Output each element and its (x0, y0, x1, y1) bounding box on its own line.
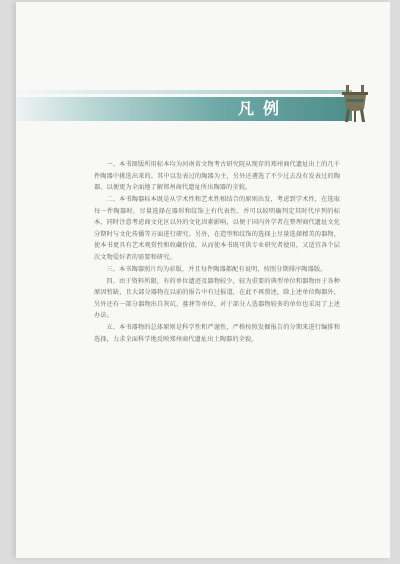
paragraph: 三、本书陶器照片均为彩版，并且每件陶器都配有说明，按照分期排序陶器版。 (106, 265, 327, 273)
book-page (16, 2, 390, 558)
paragraph: 二、本书陶器标本既是从学术性和艺术性相结合的原则出发，考虑到学术性，在选取每一件陶器时，尽量选择在器形和纹饰上有代表性、并可以较明确判定其时代序列的标本，同时注意考虑商文化区以外的文化因素影响，以便于国内外学者在整理商代遗址文化分期时与文化传播等方面进行研究。另外，在造型和纹饰的选择上尽量选择精美的器物，使本书更具有艺术观赏性和收藏价值，从而使本书既可供专业研究者使用，又适宜各个层次文物爱好者的需要和研究。 (94, 195, 340, 261)
bronze-ding-vessel-icon (338, 82, 372, 124)
paragraph: 五、本书器物的总体原则是科学性和严谨性，严格按照发掘报告的分期来进行编排和选择，力求全面科学地反映郑州商代遗址出土陶器的全貌。 (94, 324, 340, 343)
paragraph: 四、由于资料所限，有的单位遗迹及器物较少，较为重要的典型单位和器物由于各种原因暂缺，且大部分器物在以前的报告中有过报道，在此不再赘述，除上述单位陶器外，另外还有一部分器物出自灰坑、墓葬等单位，对于部分人选器物较多的单位也采用了上述办法。 (94, 277, 340, 320)
section-title: 凡例 (237, 99, 288, 118)
body-text (94, 159, 340, 345)
section-banner (16, 97, 352, 121)
paragraph: 一、本书图版所用标本均为河南省文物考古研究院从现存的郑州商代遗址出土的几千件陶器中挑选出来的。其中以发表过的陶器为主，另外还遴选了不少过去没有发表过的陶器，以便更为全面地了解郑州商代遗址所出陶器的全貌。 (94, 161, 340, 192)
banner-accent-stripe (16, 90, 352, 94)
